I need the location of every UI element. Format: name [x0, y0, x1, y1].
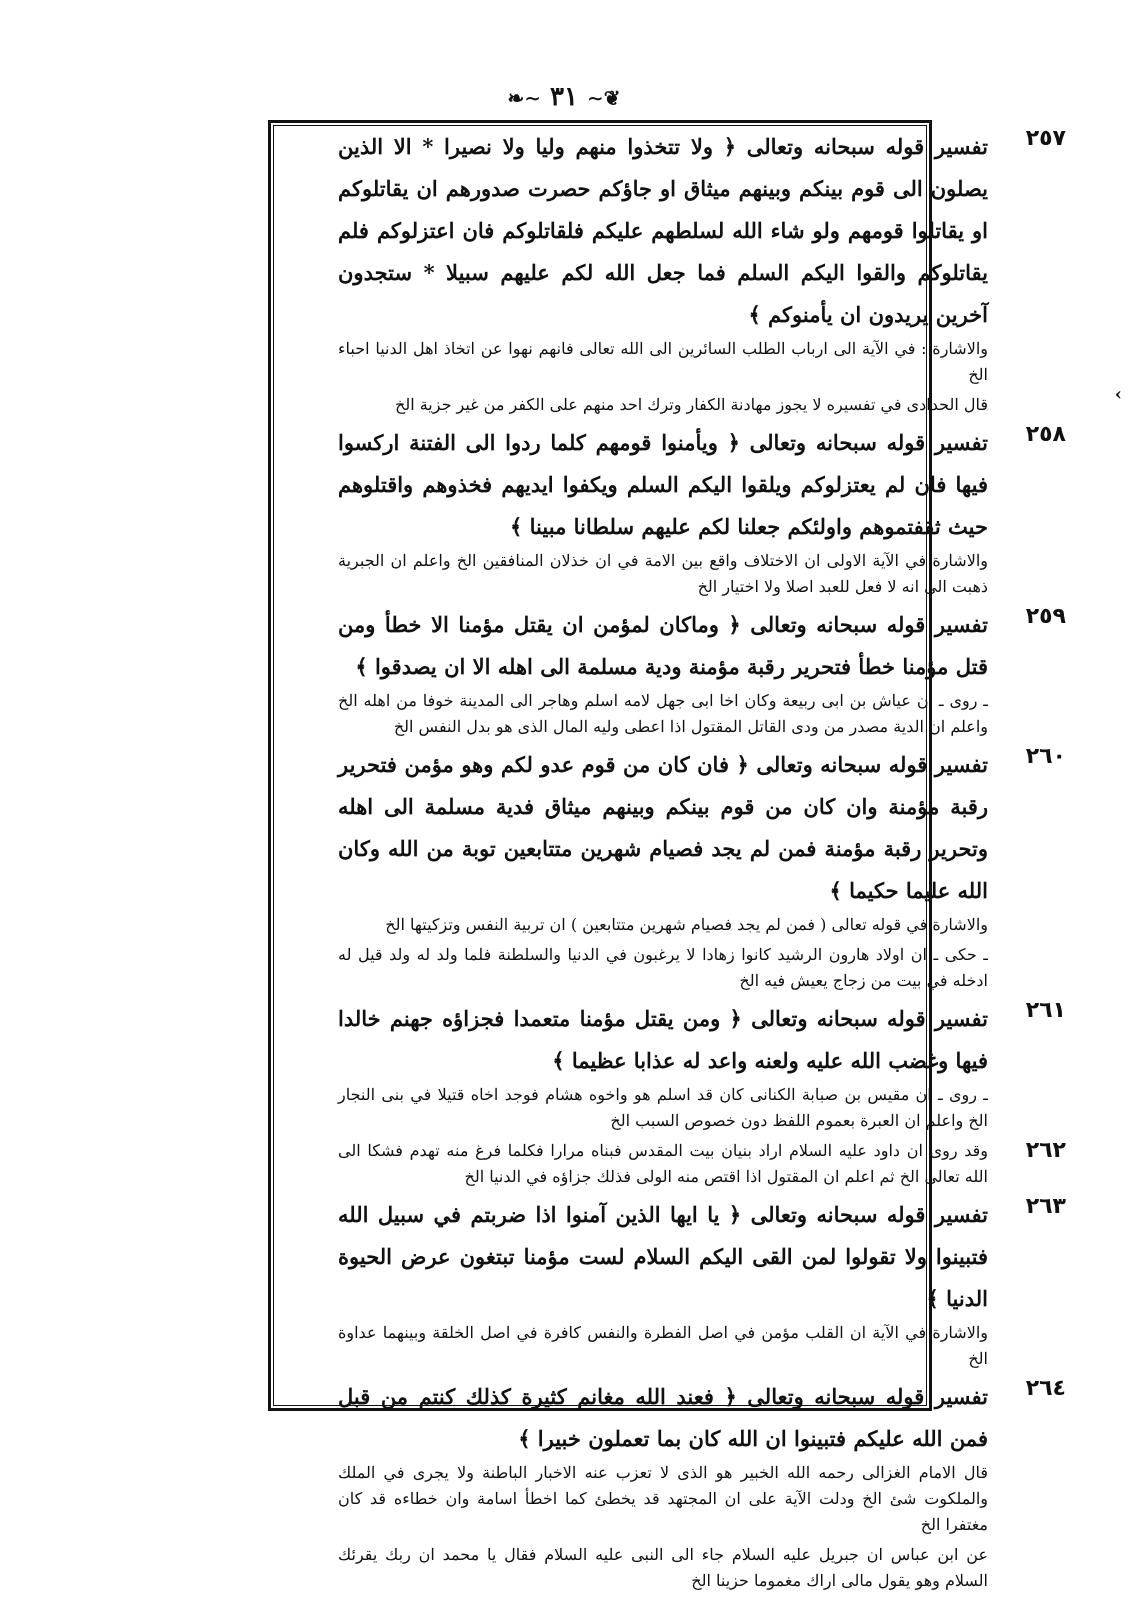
entry-number: ٢٦٤ [1025, 1376, 1066, 1401]
entry-number: ٢٥٨ [1025, 422, 1066, 447]
commentary-note: والاشارة : في الآية الى ارباب الطلب السائرين الى الله تعالى فانهم نهوا عن اتخاذ اهل الدنيا احباء الخ [338, 339, 988, 384]
entry-259 [276, 604, 1066, 740]
commentary-note: قال الحدادى في تفسيره لا يجوز مهادنة الكفار وترك احد منهم على الكفر من غير جزية الخ [394, 395, 988, 414]
verse-text: تفسير قوله سبحانه وتعالى ﴿ فعند الله مغانم كثيرة كذلك كنتم من قبل فمن الله عليكم فتبينوا ان الله كان بما تعملون خبيرا ﴾ [338, 1384, 988, 1451]
verse-text: تفسير قوله سبحانه وتعالى ﴿ ولا تتخذوا منهم وليا ولا نصيرا * الا الذين يصلون الى قوم بينكم وبينهم ميثاق او جاؤكم حصرت صدورهم ان يقاتلوكم او يقاتلوا قومهم ولو شاء الله لسلطهم عليكم فلقاتلوكم فان اعتزلوكم فلم يقاتلوكم والقوا اليكم السلم فما جعل الله لكم عليهم سبيلا * ستجدون آخرين يريدون ان يأمنوكم ﴾ [338, 134, 988, 327]
entry-258 [276, 422, 1066, 600]
left-ornament: ❧∼ [507, 86, 541, 110]
verse-text: تفسير قوله سبحانه وتعالى ﴿ وماكان لمؤمن ان يقتل مؤمنا الا خطأ ومن قتل مؤمنا خطأ فتحرير رقبة مؤمنة ودية مسلمة الى اهله الا ان يصدقوا ﴾ [338, 612, 988, 679]
right-ornament: ∼❦ [587, 86, 621, 110]
entry-number: ٢٥٧ [1025, 126, 1066, 151]
margin-mark: ‹ [1114, 384, 1122, 405]
entry-263 [276, 1194, 1066, 1372]
commentary-note: ـ روى ـ ان مقيس بن صبابة الكنانى كان قد اسلم هو واخوه هشام فوجد اخاه قتيلا في بنى النجار الخ واعلم ان العبرة بعموم اللفظ دون خصوص السبب الخ [338, 1085, 988, 1130]
page-number-text: ٣١ [550, 82, 578, 112]
commentary-note: ـ روى ـ ان عياش بن ابى ربيعة وكان اخا ابى جهل لامه اسلم وهاجر الى المدينة خوفا من اهله الخ واعلم ان الدية مصدر من ودى القاتل المقتول اذا اعطى وليه المال الذى هو بدل النفس الخ [338, 691, 988, 736]
entry-260 [276, 744, 1066, 994]
entries-list [276, 126, 1066, 1598]
entry-261 [276, 998, 1066, 1134]
entry-number: ٢٥٩ [1025, 604, 1066, 629]
commentary-note: وقد روى ان داود عليه السلام اراد بنيان بيت المقدس فبناه مرارا فكلما فرغ منه تهدم فشكا الى الله تعالى الخ ثم اعلم ان المقتول اذا اقتص منه الولى فذلك جزاؤه في الدنيا الخ [338, 1141, 988, 1186]
entry-number: ٢٦١ [1025, 998, 1066, 1023]
commentary-note: والاشارة في قوله تعالى ( فمن لم يجد فصيام شهرين متتابعين ) ان تربية النفس وتزكيتها الخ [385, 915, 988, 934]
commentary-note: ـ حكى ـ ان اولاد هارون الرشيد كانوا زهادا لا يرغبون في الدنيا والسلطنة فلما ولد له ولد قيل له ادخله في بيت من زجاج يعيش فيه الخ [338, 945, 988, 990]
entry-number: ٢٦٢ [1025, 1138, 1066, 1163]
commentary-note: قال الامام الغزالى رحمه الله الخبير هو الذى لا تعزب عنه الاخبار الباطنة ولا يجرى في الملك والملكوت شئ الخ ودلت الآية على ان المجتهد قد يخطئ كما اخطأ اسامة وان خطاءه قد كان مغتفرا الخ [338, 1463, 988, 1534]
verse-text: تفسير قوله سبحانه وتعالى ﴿ ويأمنوا قومهم كلما ردوا الى الفتنة اركسوا فيها فان لم يعتزلوكم ويلقوا اليكم السلم ويكفوا ايديهم فخذوهم واقتلوهم حيث ثقفتموهم واولئكم جعلنا لكم عليهم سلطانا مبينا ﴾ [338, 430, 988, 539]
commentary-note: والاشارة في الآية الاولى ان الاختلاف واقع بين الامة في ان خذلان المنافقين الخ واعلم ان الجبرية ذهبت الى انه لا فعل للعبد اصلا ولا اختيار الخ [338, 551, 988, 596]
entry-number: ٢٦٠ [1025, 744, 1066, 769]
commentary-note: عن ابن عباس ان جبريل عليه السلام جاء الى النبى عليه السلام فقال يا محمد ان ربك يقرئك السلام وهو يقول مالى اراك مغموما حزينا الخ [338, 1545, 988, 1590]
entry-262 [276, 1138, 1066, 1190]
entry-264 [276, 1376, 1066, 1594]
entry-257 [276, 126, 1066, 418]
commentary-note: والاشارة في الآية ان القلب مؤمن في اصل الفطرة والنفس كافرة في اصل الخلقة وبينهما عداوة الخ [338, 1323, 989, 1368]
verse-text: تفسير قوله سبحانه وتعالى ﴿ يا ايها الذين آمنوا اذا ضربتم في سبيل الله فتبينوا ولا تقولوا لمن القى اليكم السلام لست مؤمنا تبتغون عرض الحيوة الدنيا ﴾ [338, 1202, 988, 1311]
verse-text: تفسير قوله سبحانه وتعالى ﴿ ومن يقتل مؤمنا متعمدا فجزاؤه جهنم خالدا فيها وغضب الله عليه ولعنه واعد له عذابا عظيما ﴾ [338, 1006, 988, 1073]
page-number [0, 82, 1128, 112]
entry-number: ٢٦٣ [1025, 1194, 1066, 1219]
verse-text: تفسير قوله سبحانه وتعالى ﴿ فان كان من قوم عدو لكم وهو مؤمن فتحرير رقبة مؤمنة وان كان من قوم بينكم وبينهم ميثاق فدية مسلمة الى اهله وتحرير رقبة مؤمنة فمن لم يجد فصيام شهرين متتابعين توبة من الله وكان الله عليما حكيما ﴾ [338, 752, 988, 903]
